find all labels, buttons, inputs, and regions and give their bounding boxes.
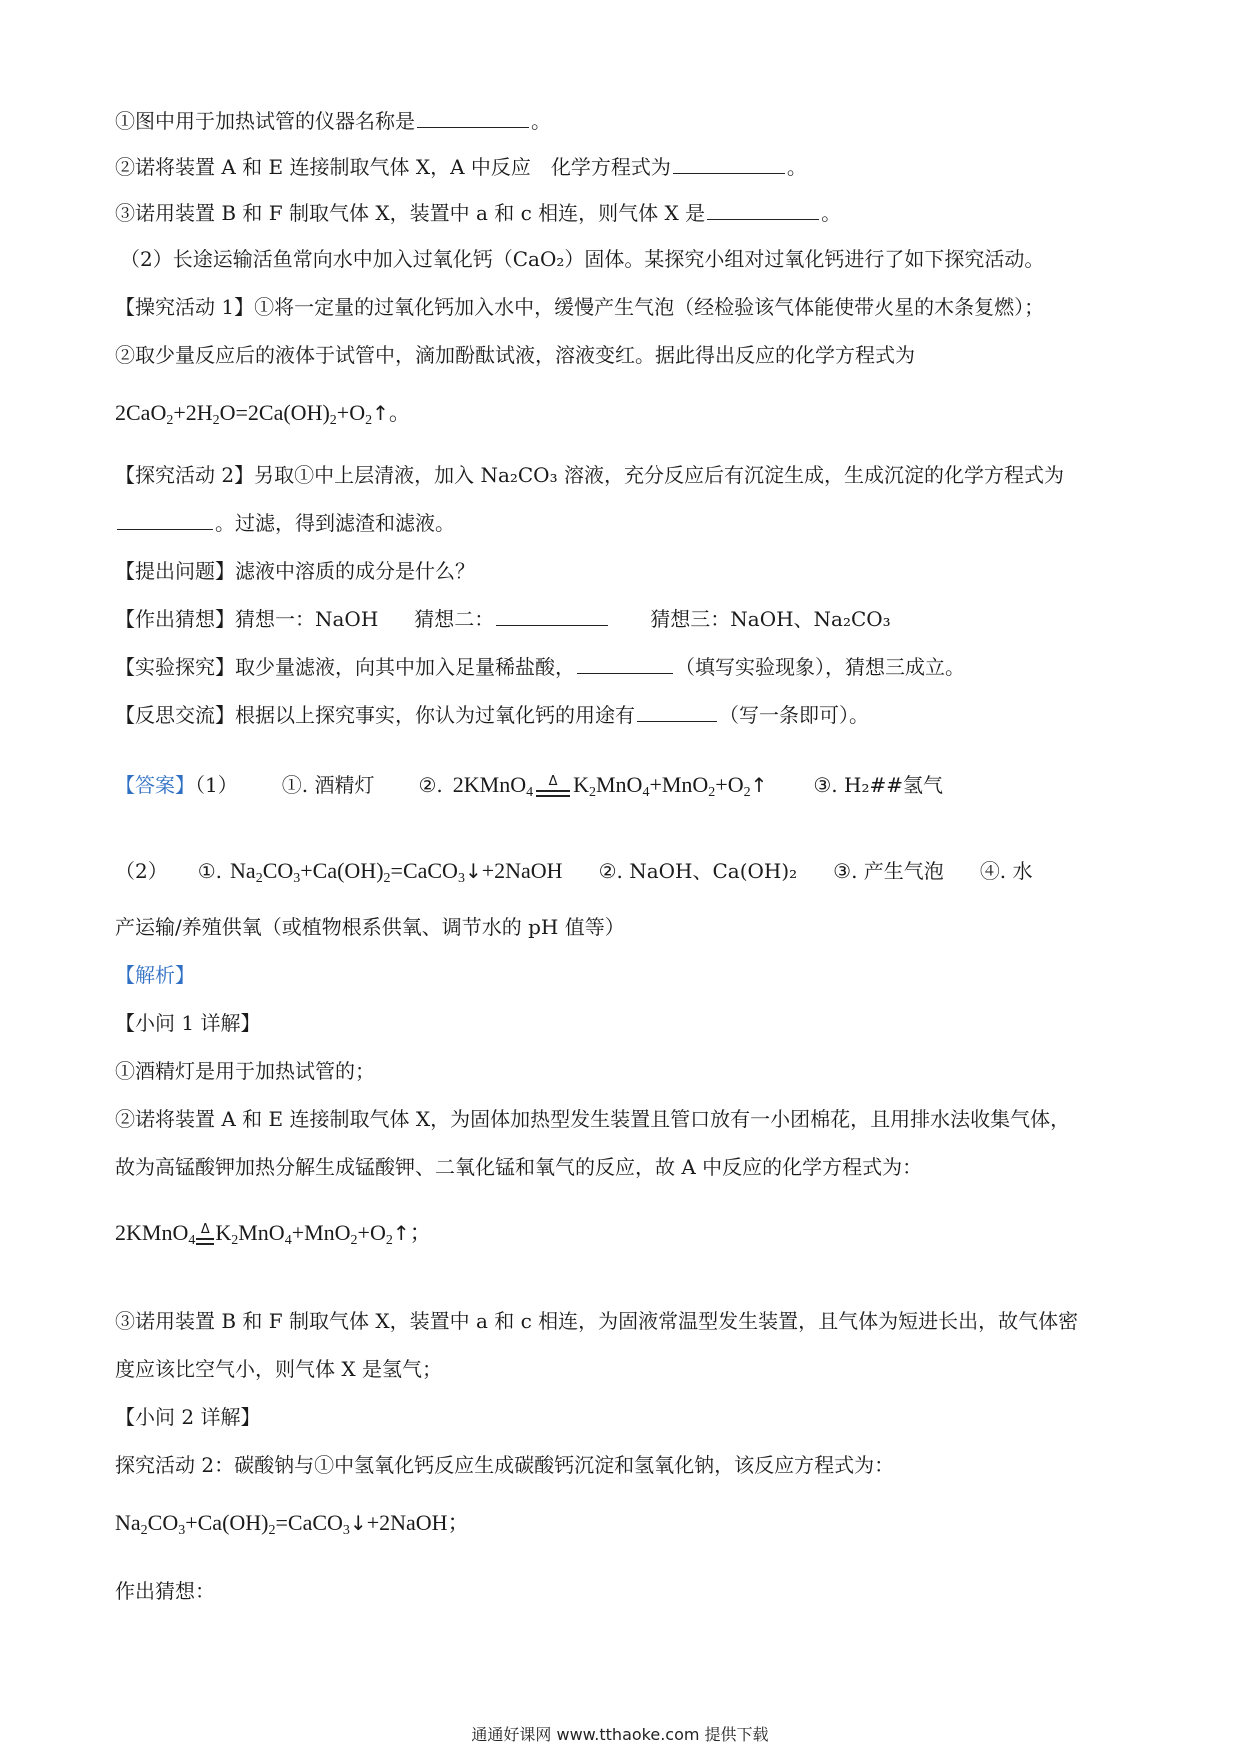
equation-kmno4-decomposition: 2KMnO$_4$ Δ $K_2MnO_4+MnO_2+O_2↑$ [452,772,768,800]
q2-activity-1: 【操究活动 1】①将一定量的过氧化钙加入水中，缓慢产生气泡（经检验该气体能使带火星的木条复燃）； [115,295,1045,319]
answer-label: 【答案】 [115,773,195,797]
delta-icon: Δ [200,1222,210,1238]
analysis-p4: ③诺用装置 B 和 F 制取气体 X，装置中 a 和 c 相连，为固液常温型发生装置，且气体为短进长出，故气体密 [115,1309,1079,1333]
q1-item-2-end: 。 [786,155,807,179]
answer-line-2: （2） ①. $Na_2CO_3+Ca(OH)_2=CaCO_3↓+2NaOH$ ②. NaOH、Ca(OH)₂ ③. 产生气泡 ④. 水 [115,858,1033,886]
answer-blank [673,172,785,174]
q1-item-2-text: ②诺将装置 A 和 E 连接制取气体 X，A 中反应 [115,155,531,179]
gas-up-arrow-icon: ↑ [392,1221,410,1245]
equation-cao2-water: $2CaO_2+2H_2O=2Ca(OH)_2+O_2↑$。 [115,400,411,428]
answer-blank [637,720,717,722]
analysis-p1: ①酒精灯是用于加热试管的； [115,1059,375,1083]
answer-1-1: ①. 酒精灯 [281,773,375,797]
guess-2: 猜想二： [414,607,495,631]
answer-blank [577,672,673,674]
answer-blank [117,528,213,530]
answer-blank [707,218,819,220]
q1-item-3-text: ③诺用装置 B 和 F 制取气体 X，装置中 a 和 c 相连，则气体 X 是 [115,201,706,225]
q1-item-1-end: 。 [531,109,551,133]
answer-line-2-cont: 产运输/养殖供氧（或植物根系供氧、调节水的 pH 值等） [115,915,625,939]
q1-item-3-end: 。 [821,201,842,225]
answer-2-2: ②. NaOH、Ca(OH)₂ [598,859,798,883]
analysis-p2: ②诺将装置 A 和 E 连接制取气体 X，为固体加热型发生装置且管口放有一小团棉花，且用排水法收集气体， [115,1107,1071,1131]
answer-blank [496,624,608,626]
analysis-sub-2: 【小问 2 详解】 [115,1405,261,1429]
q2-reflect: 【反思交流】根据以上探究事实，你认为过氧化钙的用途有 （写一条即可）。 [115,703,869,727]
delta-icon: Δ [548,774,558,790]
analysis-p6: 探究活动 2：碳酸钠与①中氢氧化钙反应生成碳酸钙沉淀和氢氧化钠，该反应方程式为： [115,1453,895,1477]
answer-1-3: ③. H₂##氢气 [813,773,943,797]
precipitate-down-arrow-icon: ↓ [349,1511,367,1535]
guess-3: 猜想三：NaOH、Na₂CO₃ [650,607,891,631]
q1-item-1 [115,106,551,136]
q2-intro: （2）长途运输活鱼常向水中加入过氧化钙（CaO₂）固体。某探究小组对过氧化钙进行了如下探究活动。 [120,247,1045,271]
equation-na2co3-caoh2: $Na_2CO_3+Ca(OH)_2=CaCO_3↓+2NaOH$ [230,858,563,886]
footer-source: 通通好课网 www.tthaoke.com 提供下载 [471,1725,769,1744]
gas-up-arrow-icon: ↑ [372,401,389,425]
heating-condition [196,1224,214,1245]
q1-item-3 [115,198,841,228]
q2-guesses [115,604,891,634]
answer-blank [417,126,529,128]
equation-kmno4-analysis: 2KMnO$_4$ Δ $K_2MnO_4+MnO_2+O_2↑$； [115,1220,432,1248]
equation-na2co3-analysis: $Na_2CO_3+Ca(OH)_2=CaCO_3↓+2NaOH$； [115,1510,470,1538]
answer-2-4: ④. 水 [979,859,1033,883]
guess-1: 【作出猜想】猜想一：NaOH [115,607,379,631]
q1-item-2 [115,152,807,182]
q2-activity-2-b: 。过滤，得到滤渣和滤液。 [115,508,455,538]
heating-condition [536,776,570,797]
analysis-p7: 作出猜想： [115,1579,215,1603]
q2-question: 【提出问题】滤液中溶质的成分是什么？ [115,559,475,583]
analysis-p3: 故为高锰酸钾加热分解生成锰酸钾、二氧化锰和氧气的反应，故 A 中反应的化学方程式为： [115,1155,923,1179]
q1-item-1-text: ①图中用于加热试管的仪器名称是 [115,109,415,133]
answer-line-1: 【答案】（1） ①. 酒精灯 ②. 2KMnO$_4$ Δ $K_2MnO_4+MnO_2+O_2↑$ ③. H₂##氢气 [115,772,943,800]
q2-experiment: 【实验探究】取少量滤液，向其中加入足量稀盐酸， （填写实验现象），猜想三成立。 [115,655,965,679]
analysis-label: 【解析】 [115,963,195,987]
q2-activity-1-b: ②取少量反应后的液体于试管中，滴加酚酞试液，溶液变红。据此得出反应的化学方程式为 [115,343,915,367]
q1-item-2-mid: 化学方程式为 [550,155,671,179]
answer-2-3: ③. 产生气泡 [833,859,944,883]
q2-activity-2: 【探究活动 2】另取①中上层清液，加入 Na₂CO₃ 溶液，充分反应后有沉淀生成，生成沉淀的化学方程式为 [115,463,1064,487]
analysis-sub-1: 【小问 1 详解】 [115,1011,261,1035]
precipitate-down-arrow-icon: ↓ [464,859,482,883]
gas-up-arrow-icon: ↑ [750,773,768,797]
analysis-p5: 度应该比空气小，则气体 X 是氢气； [115,1357,442,1381]
